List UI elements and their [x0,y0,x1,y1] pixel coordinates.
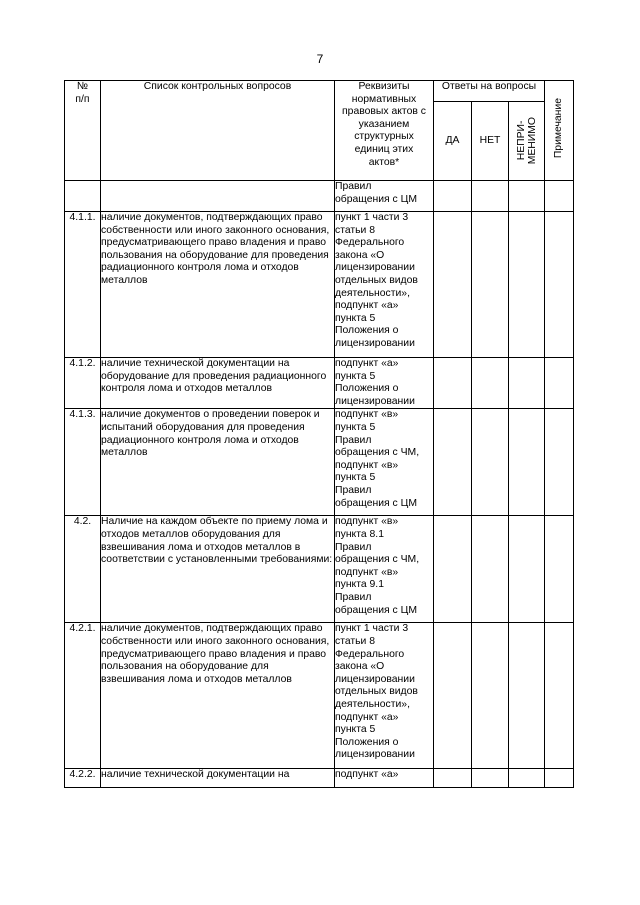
row-requisites: подпункт «в» пункта 8.1 Правил обращения с ЧМ, подпункт «в» пункта 9.1 Правил обращения с ЦМ [335,516,434,623]
answer-no-cell[interactable] [472,358,509,409]
answer-na-cell[interactable] [509,623,545,769]
header-num: № п/п [65,81,101,181]
header-na [509,102,545,181]
row-question: Наличие на каждом объекте по приему лома и отходов металлов оборудования для взвешивания лома и отходов металлов в соответствии с установленными требованиями: [101,516,335,623]
table-row [65,358,574,409]
row-num [65,181,101,212]
row-requisites: пункт 1 части 3 статьи 8 Федерального закона «О лицензировании отдельных видов деятельности», подпункт «а» пункта 5 Положения о лицензировании [335,212,434,358]
note-cell[interactable] [545,516,574,623]
answer-na-cell[interactable] [509,212,545,358]
row-requisites: подпункт «а» пункта 5 Положения о лицензировании [335,358,434,409]
table-row [65,623,574,769]
answer-na-cell[interactable] [509,181,545,212]
answer-na-cell[interactable] [509,358,545,409]
answer-yes-cell[interactable] [434,181,472,212]
header-note [545,81,574,181]
note-cell[interactable] [545,358,574,409]
row-requisites: пункт 1 части 3 статьи 8 Федерального закона «О лицензировании отдельных видов деятельности», подпункт «а» пункта 5 Положения о лицензировании [335,623,434,769]
table-row [65,769,574,788]
answer-no-cell[interactable] [472,516,509,623]
answer-yes-cell[interactable] [434,212,472,358]
row-question: наличие документов о проведении поверок и испытаний оборудования для проведения радиационного контроля лома и отходов металлов [101,409,335,516]
header-requisites: Реквизиты нормативных правовых актов с указанием структурных единиц этих актов* [335,81,434,181]
header-questions: Список контрольных вопросов [101,81,335,181]
answer-na-cell[interactable] [509,769,545,788]
header-note-label: Примечание [552,98,564,159]
header-answers: Ответы на вопросы [434,81,545,102]
checklist-table [64,80,574,788]
row-num: 4.1.3. [65,409,101,516]
header-na-label: НЕПРИ- МЕНИМО [515,117,538,165]
answer-yes-cell[interactable] [434,623,472,769]
answer-no-cell[interactable] [472,769,509,788]
row-question [101,181,335,212]
row-requisites: подпункт «а» [335,769,434,788]
note-cell[interactable] [545,623,574,769]
answer-na-cell[interactable] [509,516,545,623]
answer-yes-cell[interactable] [434,769,472,788]
row-requisites: Правил обращения с ЦМ [335,181,434,212]
table-row [65,212,574,358]
row-num: 4.2.2. [65,769,101,788]
answer-no-cell[interactable] [472,181,509,212]
answer-na-cell[interactable] [509,409,545,516]
table-row [65,409,574,516]
answer-no-cell[interactable] [472,212,509,358]
row-num: 4.2. [65,516,101,623]
header-yes: ДА [434,102,472,181]
note-cell[interactable] [545,769,574,788]
note-cell[interactable] [545,212,574,358]
row-num: 4.1.1. [65,212,101,358]
table-row [65,181,574,212]
page-number: 7 [316,52,324,66]
note-cell[interactable] [545,409,574,516]
row-question: наличие документов, подтверждающих право собственности или иного законного основания, предусматривающего право владения и право пользования на оборудование для взвешивания лома и отходов металлов [101,623,335,769]
answer-no-cell[interactable] [472,623,509,769]
row-question: наличие технической документации на [101,769,335,788]
answer-yes-cell[interactable] [434,409,472,516]
row-question: наличие технической документации на оборудование для проведения радиационного контроля лома и отходов металлов [101,358,335,409]
row-question: наличие документов, подтверждающих право собственности или иного законного основания, предусматривающего право владения и право пользования на оборудование для проведения радиационного контроля лома и отходов металлов [101,212,335,358]
note-cell[interactable] [545,181,574,212]
row-num: 4.1.2. [65,358,101,409]
header-no: НЕТ [472,102,509,181]
answer-no-cell[interactable] [472,409,509,516]
row-requisites: подпункт «в» пункта 5 Правил обращения с ЧМ, подпункт «в» пункта 5 Правил обращения с ЦМ [335,409,434,516]
row-num: 4.2.1. [65,623,101,769]
answer-yes-cell[interactable] [434,516,472,623]
answer-yes-cell[interactable] [434,358,472,409]
table-row [65,516,574,623]
